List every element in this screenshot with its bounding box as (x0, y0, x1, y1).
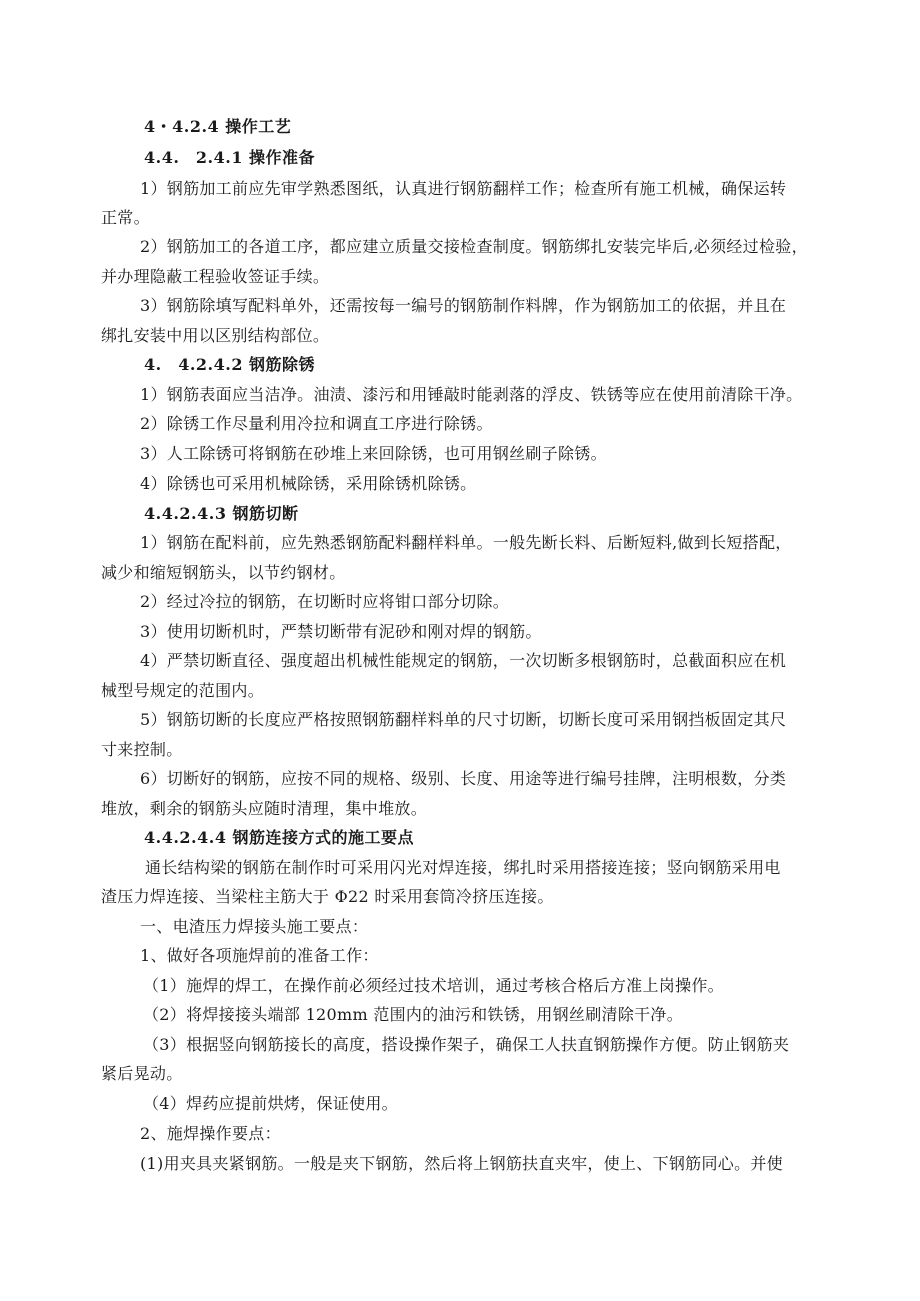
conn-step-1-item-3-cont: 紧后晃动。 (101, 1064, 183, 1083)
heading-rust-removal: 4. 4.2.4.2 钢筋除锈 (144, 355, 316, 374)
cut-item-1: 1）钢筋在配料前，应先熟悉钢筋配料翻样料单。一般先断长料、后断短料,做到长短搭配， (140, 533, 792, 552)
heading-4-4-2-4: 4・4.2.4 操作工艺 (144, 117, 292, 136)
cut-item-6-cont: 堆放，剩余的钢筋头应随时清理，集中堆放。 (101, 799, 428, 818)
cut-item-6: 6）切断好的钢筋，应按不同的规格、级别、长度、用途等进行编号挂牌，注明根数，分类 (140, 769, 787, 788)
prep-item-2-cont: 并办理隐蔽工程验收签证手续。 (101, 267, 330, 286)
cut-item-5: 5）钢筋切断的长度应严格按照钢筋翻样料单的尺寸切断，切断长度可采用钢挡板固定其尺 (140, 710, 787, 729)
cut-item-3: 3）使用切断机时，严禁切断带有泥砂和刚对焊的钢筋。 (140, 622, 542, 641)
prep-item-1: 1）钢筋加工前应先审学熟悉图纸，认真进行钢筋翻样工作；检查所有施工机械，确保运转 (140, 179, 787, 198)
prep-item-1-cont: 正常。 (101, 208, 150, 227)
conn-section-1: 一、电渣压力焊接头施工要点： (140, 917, 369, 936)
prep-item-3-cont: 绑扎安装中用以区别结构部位。 (101, 326, 330, 345)
conn-step-1-item-4: （4）焊药应提前烘烤，保证使用。 (143, 1094, 398, 1113)
rust-item-1: 1）钢筋表面应当洁净。油渍、漆污和用锤敲时能剥落的浮皮、铁锈等应在使用前清除干净。 (140, 385, 803, 404)
rust-item-3: 3）人工除锈可将钢筋在砂堆上来回除锈，也可用钢丝刷子除锈。 (140, 444, 607, 463)
conn-step-2: 2、施焊操作要点： (140, 1124, 281, 1143)
conn-paragraph-cont: 渣压力焊连接、当梁柱主筋大于 Φ22 时采用套筒冷挤压连接。 (101, 887, 554, 906)
conn-step-1-item-1: （1）施焊的焊工，在操作前必须经过技术培训，通过考核合格后方准上岗操作。 (143, 976, 724, 995)
prep-item-2: 2）钢筋加工的各道工序，都应建立质量交接检查制度。钢筋绑扎安装完毕后,必须经过检验， (140, 237, 808, 256)
cut-item-1-cont: 减少和缩短钢筋头，以节约钢材。 (101, 563, 346, 582)
conn-step-1-item-2: （2）将焊接接头端部 120mm 范围内的油污和铁锈，用钢丝刷清除干净。 (143, 1005, 684, 1024)
cut-item-5-cont: 寸来控制。 (101, 740, 183, 759)
cut-item-2: 2）经过冷拉的钢筋，在切断时应将钳口部分切除。 (140, 592, 510, 611)
rust-item-2: 2）除锈工作尽量利用冷拉和调直工序进行除锈。 (140, 414, 493, 433)
heading-connection: 4.4.2.4.4 钢筋连接方式的施工要点 (144, 828, 415, 847)
conn-step-1-item-3: （3）根据竖向钢筋接长的高度，搭设操作架子，确保工人扶直钢筋操作方便。防止钢筋夹 (143, 1035, 790, 1054)
heading-2-4-1: 4.4. 2.4.1 操作准备 (144, 148, 316, 167)
conn-paragraph: 通长结构梁的钢筋在制作时可采用闪光对焊连接，绑扎时采用搭接连接；竖向钢筋采用电 (145, 858, 781, 877)
rust-item-4: 4）除锈也可采用机械除锈，采用除锈机除锈。 (140, 474, 477, 493)
cut-item-4: 4）严禁切断直径、强度超出机械性能规定的钢筋，一次切断多根钢筋时，总截面积应在机 (140, 651, 787, 670)
heading-cutting: 4.4.2.4.3 钢筋切断 (144, 504, 299, 523)
conn-step-2-item-1: (1)用夹具夹紧钢筋。一般是夹下钢筋，然后将上钢筋扶直夹牢，使上、下钢筋同心。并使 (140, 1154, 783, 1173)
prep-item-3: 3）钢筋除填写配料单外，还需按每一编号的钢筋制作料牌，作为钢筋加工的依据，并且在 (140, 296, 787, 315)
cut-item-4-cont: 械型号规定的范围内。 (101, 681, 265, 700)
conn-step-1: 1、做好各项施焊前的准备工作： (140, 946, 379, 965)
